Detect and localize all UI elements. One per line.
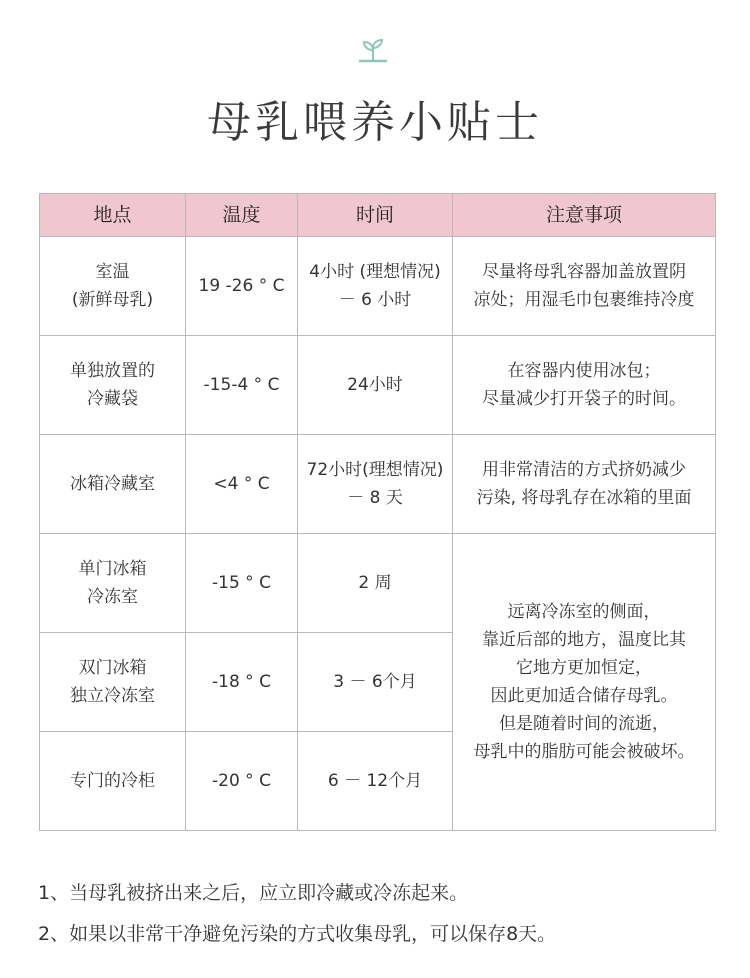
table-row bbox=[40, 435, 716, 534]
time-cell: 3 － 6个月 bbox=[298, 633, 453, 732]
time-cell: 6 － 12个月 bbox=[298, 732, 453, 831]
location-cell: 冰箱冷藏室 bbox=[40, 435, 186, 534]
time-cell: 24小时 bbox=[298, 336, 453, 435]
time-cell: 2 周 bbox=[298, 534, 453, 633]
note-cell: 尽量将母乳容器加盖放置阴 凉处；用湿毛巾包裹维持冷度 bbox=[453, 237, 716, 336]
header-time: 时间 bbox=[298, 194, 453, 237]
temperature-cell: <4 ° C bbox=[186, 435, 298, 534]
header-temperature: 温度 bbox=[186, 194, 298, 237]
temperature-cell: -15 ° C bbox=[186, 534, 298, 633]
location-cell: 单门冰箱 冷冻室 bbox=[40, 534, 186, 633]
note-item: 1、当母乳被挤出来之后，应立即冷藏或冷冻起来。 bbox=[38, 882, 469, 904]
note-item: 2、如果以非常干净避免污染的方式收集母乳，可以保存8天。 bbox=[38, 923, 557, 945]
storage-table bbox=[39, 193, 716, 831]
sprout-icon bbox=[356, 38, 390, 66]
freezer-note-cell: 远离冷冻室的侧面， 靠近后部的地方，温度比其 它地方更加恒定， 因此更加适合储存母乳。 但是随着时间的流逝， 母乳中的脂肪可能会被破坏。 bbox=[453, 534, 716, 831]
time-cell: 72小时(理想情况) － 8 天 bbox=[298, 435, 453, 534]
temperature-cell: -15-4 ° C bbox=[186, 336, 298, 435]
table-row bbox=[40, 534, 716, 633]
note-cell: 用非常清洁的方式挤奶减少 污染, 将母乳存在冰箱的里面 bbox=[453, 435, 716, 534]
temperature-cell: -18 ° C bbox=[186, 633, 298, 732]
header-location: 地点 bbox=[40, 194, 186, 237]
location-cell: 单独放置的 冷藏袋 bbox=[40, 336, 186, 435]
table-header-row bbox=[40, 194, 716, 237]
table-row bbox=[40, 336, 716, 435]
location-cell: 专门的冷柜 bbox=[40, 732, 186, 831]
location-cell: 双门冰箱 独立冷冻室 bbox=[40, 633, 186, 732]
location-cell: 室温 (新鲜母乳) bbox=[40, 237, 186, 336]
note-cell: 在容器内使用冰包； 尽量减少打开袋子的时间。 bbox=[453, 336, 716, 435]
temperature-cell: -20 ° C bbox=[186, 732, 298, 831]
header-notes: 注意事项 bbox=[453, 194, 716, 237]
table-row bbox=[40, 237, 716, 336]
notes-list bbox=[38, 876, 738, 958]
page-title: 母乳喂养小贴士 bbox=[207, 97, 543, 148]
temperature-cell: 19 -26 ° C bbox=[186, 237, 298, 336]
time-cell: 4小时 (理想情况) － 6 小时 bbox=[298, 237, 453, 336]
